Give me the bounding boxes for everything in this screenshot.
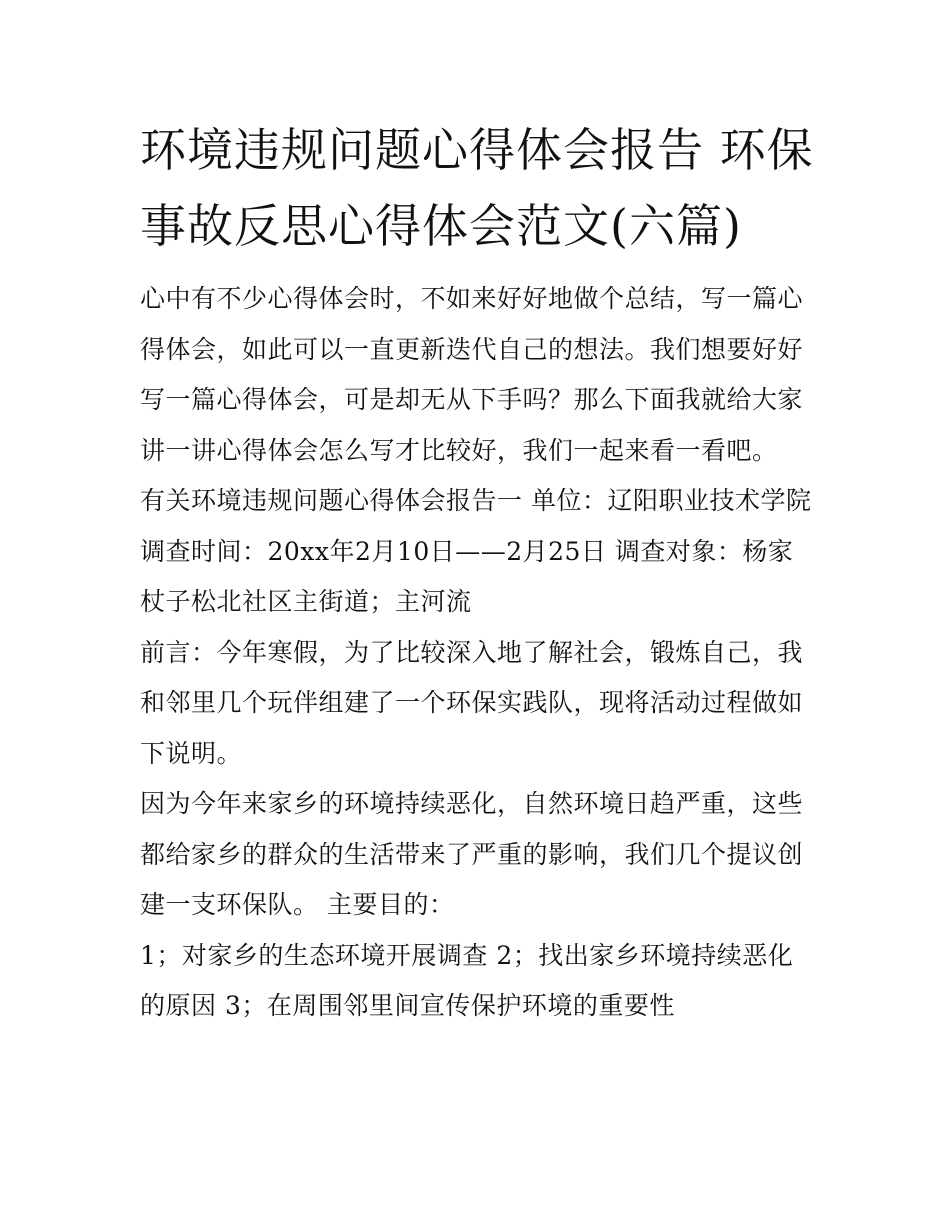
reason-paragraph: 因为今年来家乡的环境持续恶化，自然环境日趋严重，这些都给家乡的群众的生活带来了严重的影响，我们几个提议创建一支环保队。 主要目的： bbox=[140, 789, 804, 919]
document-page bbox=[140, 112, 815, 1032]
goals-paragraph: 1；对家乡的生态环境开展调查 2；找出家乡环境持续恶化的原因 3；在周围邻里间宣传保护环境的重要性 bbox=[140, 940, 794, 1020]
intro-paragraph: 心中有不少心得体会时，不如来好好地做个总结，写一篇心得体会，如此可以一直更新迭代自己的想法。我们想要好好写一篇心得体会，可是却无从下手吗？那么下面我就给大家讲一讲心得体会怎么写才比较好，我们一起来看一看吧。 bbox=[140, 284, 804, 465]
survey-time-line: 调查时间：20xx年2月10日——2月25日 调查对象：杨家杖子松北社区主街道；主河流 bbox=[140, 536, 794, 616]
document-body bbox=[140, 274, 815, 1032]
report-unit-line: 有关环境违规问题心得体会报告一 单位：辽阳职业技术学院 bbox=[140, 486, 812, 515]
document-title: 环境违规问题心得体会报告 环保事故反思心得体会范文(六篇) bbox=[140, 123, 814, 253]
preface-paragraph: 前言：今年寒假，为了比较深入地了解社会，锻炼自己，我和邻里几个玩伴组建了一个环保实践队，现将活动过程做如下说明。 bbox=[140, 637, 804, 768]
